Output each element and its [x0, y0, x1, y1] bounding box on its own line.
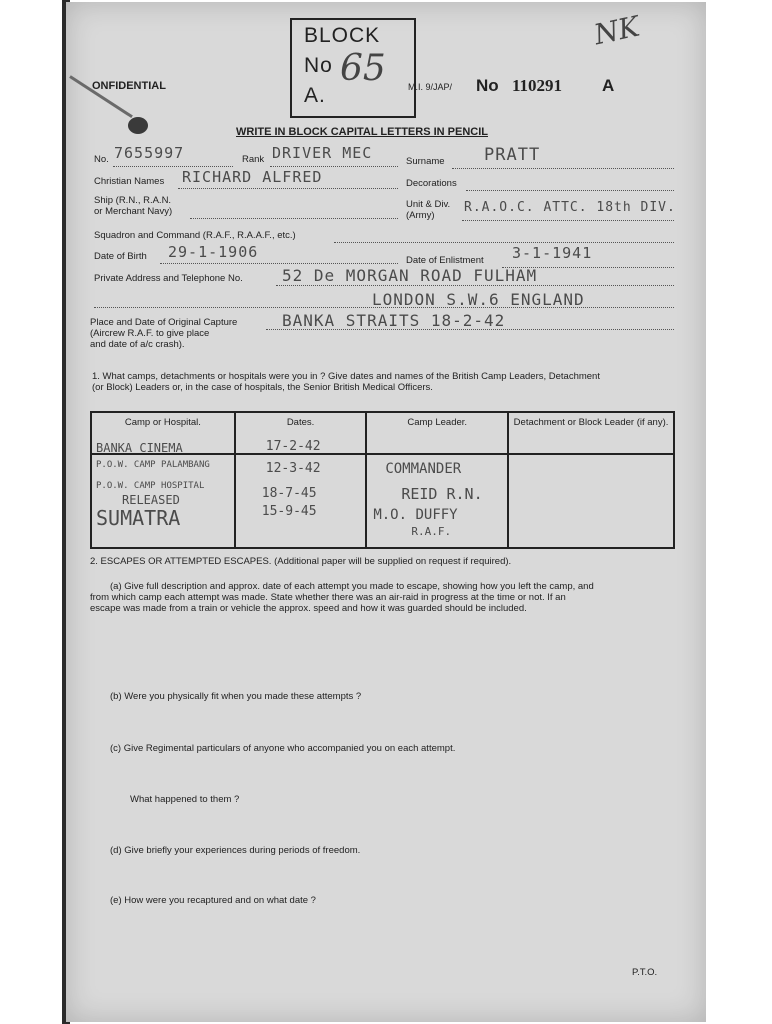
capture-label-3: and date of a/c crash).	[90, 339, 185, 350]
q2a-line3: escape was made from a train or vehicle the approx. speed and how it was guarded should be included.	[90, 603, 527, 614]
christian-names-value: RICHARD ALFRED	[182, 168, 323, 186]
leaders-cell	[366, 454, 508, 548]
date-entry: 12-3-42	[265, 461, 321, 477]
surname-label: Surname	[406, 156, 445, 167]
col-detachment: Detachment or Block Leader (if any).	[508, 412, 674, 454]
dob-label: Date of Birth	[94, 251, 147, 262]
block-title: BLOCK	[304, 24, 381, 47]
christian-names-label: Christian Names	[94, 176, 165, 187]
camp-entry: P.O.W. CAMP HOSPITAL	[96, 481, 205, 492]
date-entry: 15-9-45	[261, 503, 317, 519]
form-ref: M.I. 9/JAP/	[408, 82, 453, 92]
q2a-line2: from which camp each attempt was made. State whether there was an air-raid in progress at the time or not. If an	[90, 592, 566, 603]
ship-label-1: Ship (R.N., R.A.N.	[94, 195, 172, 206]
serial-suffix: A	[602, 76, 615, 95]
camps-table	[90, 411, 675, 549]
camp-entry: SUMATRA	[96, 505, 181, 530]
block-no-label: No	[304, 54, 333, 77]
block-stamp	[290, 18, 416, 118]
q2b: (b) Were you physically fit when you made these attempts ?	[110, 691, 362, 702]
block-number: 65	[340, 48, 386, 89]
no-value: 7655997	[114, 144, 185, 162]
pto-label: P.T.O.	[632, 967, 658, 978]
col-camp-leader: Camp Leader.	[366, 412, 508, 454]
leader-entry: COMMANDER	[385, 461, 462, 477]
serial-no-label: No	[476, 76, 499, 95]
no-label: No.	[94, 154, 109, 165]
squadron-label: Squadron and Command (R.A.F., R.A.A.F., etc.)	[94, 230, 296, 241]
unit-label-1: Unit & Div.	[406, 199, 451, 210]
address-line2: LONDON S.W.6 ENGLAND	[372, 290, 585, 309]
enlistment-label: Date of Enlistment	[406, 255, 484, 266]
dates-cell	[235, 439, 367, 548]
camps-cell	[91, 441, 235, 548]
decorations-label: Decorations	[406, 178, 457, 189]
camp-entry: RELEASED	[122, 492, 180, 507]
col-camp: Camp or Hospital.	[91, 412, 235, 454]
address-line1: 52 De MORGAN ROAD FULHAM	[282, 266, 538, 285]
block-a-label: A.	[304, 84, 326, 107]
capture-label-1: Place and Date of Original Capture	[90, 317, 238, 328]
q2c-followup: What happened to them ?	[130, 794, 240, 805]
q2-title: 2. ESCAPES OR ATTEMPTED ESCAPES. (Additional paper will be supplied on request if required).	[90, 556, 512, 567]
q2a-line1: (a) Give full description and approx. date of each attempt you made to escape, showing how you left the camp, and	[110, 581, 594, 592]
leader-entry: REID R.N.	[401, 484, 483, 503]
serial-number: 110291	[512, 76, 563, 95]
address-label: Private Address and Telephone No.	[94, 273, 243, 284]
ship-label-2: or Merchant Navy)	[94, 206, 173, 217]
q1-line1: 1. What camps, detachments or hospitals were you in ? Give dates and names of the British Camp Leaders, Detachment	[92, 371, 600, 382]
detachment-cell	[508, 454, 674, 548]
date-entry: 17-2-42	[265, 439, 321, 454]
enlistment-value: 3-1-1941	[512, 244, 593, 262]
rank-label: Rank	[242, 154, 265, 165]
capture-label-2: (Aircrew R.A.F. to give place	[90, 328, 210, 339]
rank-value: DRIVER MEC	[272, 144, 373, 162]
capture-value: BANKA STRAITS 18-2-42	[282, 311, 506, 330]
date-entry: 18-7-45	[261, 485, 317, 501]
instruction: WRITE IN BLOCK CAPITAL LETTERS IN PENCIL	[236, 126, 488, 138]
leader-entry: R.A.F.	[411, 524, 452, 538]
unit-value: R.A.O.C. ATTC. 18th DIV.	[464, 200, 676, 215]
q2d: (d) Give briefly your experiences during periods of freedom.	[110, 845, 361, 856]
unit-label-2: (Army)	[406, 210, 435, 221]
dob-value: 29-1-1906	[168, 243, 259, 261]
camp-entry: BANKA CINEMA	[96, 441, 183, 455]
corner-mark: NK	[591, 9, 643, 52]
col-dates: Dates.	[235, 412, 367, 454]
camp-entry: P.O.W. CAMP PALAMBANG	[96, 460, 210, 470]
q2c: (c) Give Regimental particulars of anyone who accompanied you on each attempt.	[110, 743, 456, 754]
surname-value: PRATT	[484, 145, 541, 165]
q2e: (e) How were you recaptured and on what date ?	[110, 895, 316, 906]
punch-hole	[128, 117, 148, 134]
confidential-label: ONFIDENTIAL	[92, 80, 166, 92]
q1-line2: (or Block) Leaders or, in the case of hospitals, the Senior British Medical Officers.	[92, 382, 433, 393]
leader-entry: M.O. DUFFY	[373, 507, 458, 524]
